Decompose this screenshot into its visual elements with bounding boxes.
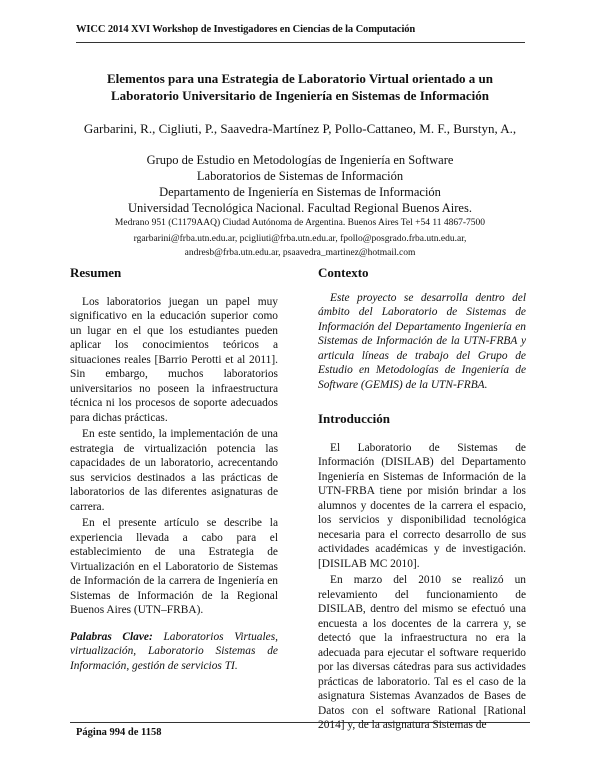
keywords-label: Palabras Clave: [70,630,153,643]
resumen-paragraph-2: En este sentido, la implementación de una estrategia de virtualización potencia las capacidades de un laboratorio, acrecentando sus servicios destinados a las prácticas de laboratorios de las diferentes asignaturas de carrera. [70,428,278,513]
paper-title [70,70,530,104]
contexto-heading: Contexto [318,265,369,280]
affiliation-university: Universidad Tecnológica Nacional. Facultad Regional Buenos Aires. [128,201,472,215]
resumen-heading: Resumen [70,265,122,280]
resumen-paragraph-1: Los laboratorios juegan un papel muy significativo en la educación superior como un lugar en el que los estudiantes pueden aplicar los conocimientos teóricos a situaciones reales [Barrio Perotti et al 2011]. Sin embargo, muchos laboratorios universitarios no poseen la infraestructura técnica ni los procesos de soporte adecuados para dichas prácticas. [70,295,278,424]
page-number: Página 994 de 1158 [76,727,162,738]
left-column [70,266,278,675]
title-line-2: Laboratorio Universitario de Ingeniería en Sistemas de Información [110,88,490,103]
right-column [318,266,526,735]
introduccion-paragraph-1: El Laboratorio de Sistemas de Información (DISILAB) del Departamento Ingeniería en Sistemas de Información de la UTN-FRBA tiene por misión brindar a los alumnos y docentes de la carrera el espacio, los servicios y disponibilidad tecnológica necesaria para el correcto desarrollo de sus actividades académicas y de investigación. [DISILAB MC 2010]. [318,441,526,570]
resumen-paragraph-3: En el presente artículo se describe la experiencia llevada a cabo para el establecimiento de una Estrategia de Virtualización en el Laboratorio de Sistemas de Información de la carrera de Ingeniería en Sistemas de Información de la Regional Buenos Aires (UTN–FRBA). [70,517,278,616]
introduccion-paragraph-2: En marzo del 2010 se realizó un relevamiento del funcionamiento de DISILAB, dentro del mismo se efectuó una encuesta a los docentes de la carrera y, se detectó que la infraestructura no era la adecuada para ejecutar el software requerido por las diversas cátedras para sus actividades prácticas de laboratorio. Tal es el caso de la asignatura Sistemas Avanzados de Bases de Datos con el software Rational [Rational 2014] y, de la asignatura Sistemas de [318,574,526,731]
contexto-paragraph: Este proyecto se desarrolla dentro del ámbito del Laboratorio de Sistemas de Información del Departamento Ingeniería en Sistemas de Información de la UTN-FRBA y articula líneas de trabajo del Grupo de Estudio en Metodologías de Ingeniería de Software (GEMIS) de la UTN-FRBA. [318,291,526,391]
header-rule [76,42,525,43]
title-line-1: Elementos para una Estrategia de Laboratorio Virtual orientado a un [106,71,494,86]
affiliation-lab: Laboratorios de Sistemas de Información [196,169,404,183]
affiliation-group: Grupo de Estudio en Metodologías de Ingeniería en Software [146,153,454,167]
introduccion-heading: Introducción [318,411,390,426]
affiliation-address: Medrano 951 (C1179AAQ) Ciudad Autónoma de Argentina. Buenos Aires Tel +54 11 4867-7500 [114,218,486,228]
author-emails-1: rgarbarini@frba.utn.edu.ar, pcigliuti@frba.utn.edu.ar, fpollo@posgrado.frba.utn.edu.ar, [133,234,467,244]
affiliation-dept: Departamento de Ingeniería en Sistemas de Información [159,185,441,199]
author-list: Garbarini, R., Cigliuti, P., Saavedra-Martínez P, Pollo-Cattaneo, M. F., Burstyn, A., [83,121,517,136]
author-emails-2: andresb@frba.utn.edu.ar, psaavedra_martinez@hotmail.com [184,248,416,258]
footer-rule [70,722,530,723]
keywords [70,630,278,674]
keywords-text: Laboratorios Virtuales, virtualización, Laboratorio Sistemas de Información, gestión de servicios TI. [70,630,278,672]
workshop-header: WICC 2014 XVI Workshop de Investigadores en Ciencias de la Computación [76,24,416,35]
